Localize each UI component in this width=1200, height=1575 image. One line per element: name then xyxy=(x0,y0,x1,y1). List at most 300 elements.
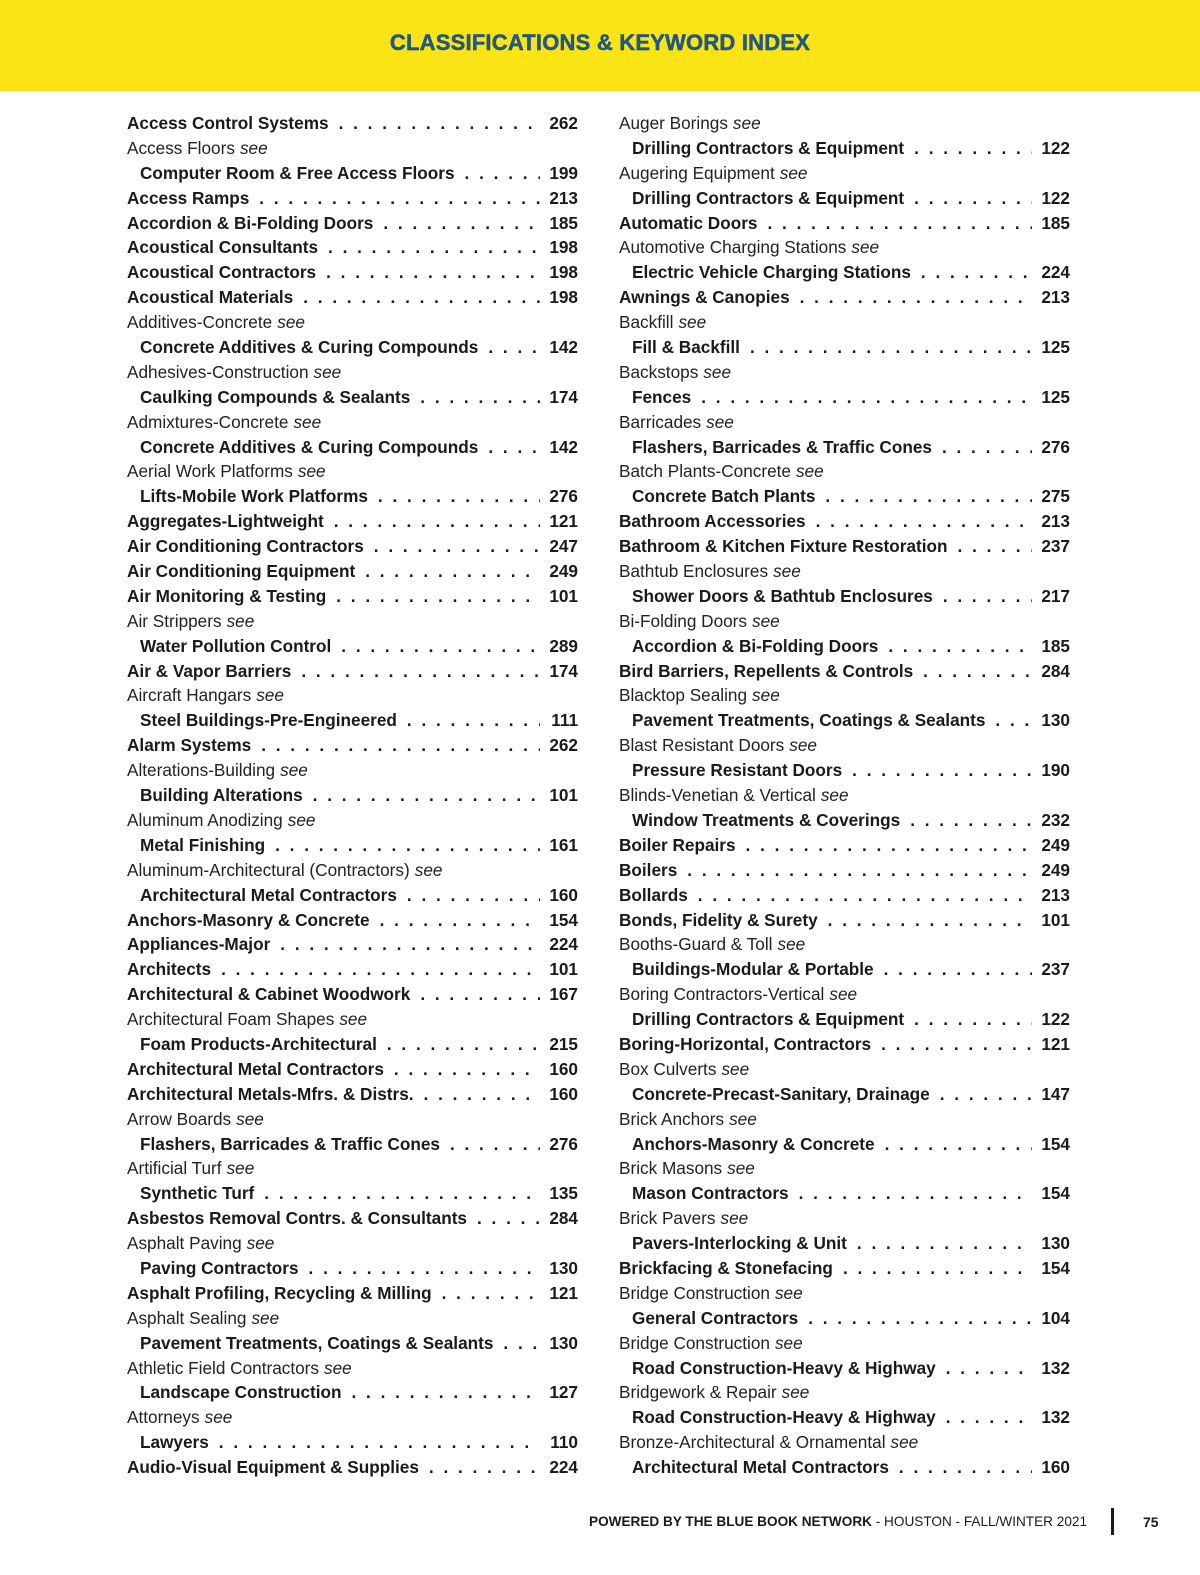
entry-page-number: 160 xyxy=(549,884,578,905)
footer-divider xyxy=(1111,1508,1114,1535)
index-column-left xyxy=(127,111,578,1480)
dot-leader xyxy=(264,1181,540,1206)
index-entry xyxy=(127,435,578,460)
entry-page-number: 132 xyxy=(1041,1407,1070,1428)
see-label: see xyxy=(297,461,326,482)
dot-leader xyxy=(816,509,1032,534)
dot-leader xyxy=(808,1306,1032,1331)
see-label: see xyxy=(706,411,734,432)
index-see-reference xyxy=(619,410,1070,435)
index-see-reference xyxy=(127,360,578,385)
entry-term: Architectural Metal Contractors xyxy=(140,884,397,905)
dot-leader xyxy=(261,733,540,758)
dot-leader xyxy=(313,783,540,808)
entry-page-number: 121 xyxy=(549,1282,578,1303)
index-entry xyxy=(619,260,1070,285)
entry-term: Drilling Contractors & Equipment xyxy=(632,1009,905,1030)
entry-term: Fill & Backfill xyxy=(632,337,740,358)
entry-term: Aluminum-Architectural (Contractors) xyxy=(127,859,410,880)
entry-term: Bollards xyxy=(619,884,688,905)
index-entry xyxy=(127,1057,578,1082)
entry-term: Fences xyxy=(632,386,692,407)
entry-term: Acoustical Consultants xyxy=(127,237,319,258)
index-entry xyxy=(619,136,1070,161)
entry-page-number: 127 xyxy=(549,1382,578,1403)
entry-page-number: 160 xyxy=(549,1058,578,1079)
entry-term: Access Ramps xyxy=(127,187,250,208)
entry-term: Anchors-Masonry & Concrete xyxy=(127,909,370,930)
page-title: CLASSIFICATIONS & KEYWORD INDEX xyxy=(389,30,811,55)
index-see-reference xyxy=(619,559,1070,584)
index-entry xyxy=(127,260,578,285)
entry-page-number: 161 xyxy=(549,834,578,855)
entry-term: Drilling Contractors & Equipment xyxy=(632,187,905,208)
entry-term: Attorneys xyxy=(127,1407,200,1428)
index-see-reference xyxy=(127,1231,578,1256)
entry-term: Concrete Batch Plants xyxy=(632,486,816,507)
entry-term: Water Pollution Control xyxy=(140,635,332,656)
dot-leader xyxy=(857,1231,1032,1256)
entry-page-number: 289 xyxy=(549,635,578,656)
index-see-reference xyxy=(127,808,578,833)
index-entry xyxy=(127,634,578,659)
entry-term: Accordion & Bi-Folding Doors xyxy=(632,635,879,656)
entry-page-number: 199 xyxy=(549,162,578,183)
entry-term: Asbestos Removal Contrs. & Consultants xyxy=(127,1208,467,1229)
entry-term: Flashers, Barricades & Traffic Cones xyxy=(140,1133,440,1154)
dot-leader xyxy=(280,932,540,957)
entry-page-number: 213 xyxy=(1041,511,1070,532)
entry-term: Accordion & Bi-Folding Doors xyxy=(127,212,374,233)
dot-leader xyxy=(450,1132,540,1157)
dot-leader xyxy=(301,659,540,684)
entry-term: Bronze-Architectural & Ornamental xyxy=(619,1432,886,1453)
dot-leader xyxy=(881,1032,1032,1057)
index-entry xyxy=(127,235,578,260)
page-number: 75 xyxy=(1143,1514,1159,1530)
index-entry xyxy=(127,957,578,982)
entry-term: Boring-Horizontal, Contractors xyxy=(619,1033,872,1054)
entry-term: Additives-Concrete xyxy=(127,312,273,333)
index-entry xyxy=(127,285,578,310)
see-label: see xyxy=(774,1332,803,1353)
see-label: see xyxy=(339,1009,368,1030)
entry-term: Blacktop Sealing xyxy=(619,685,748,706)
entry-page-number: 284 xyxy=(1041,660,1070,681)
entry-page-number: 174 xyxy=(549,386,578,407)
index-entry xyxy=(619,1082,1070,1107)
dot-leader xyxy=(800,285,1032,310)
entry-term: Road Construction-Heavy & Highway xyxy=(632,1407,936,1428)
index-see-reference xyxy=(619,1331,1070,1356)
dot-leader xyxy=(888,634,1032,659)
index-entry xyxy=(127,111,578,136)
entry-term: Foam Products-Architectural xyxy=(140,1033,377,1054)
index-entry xyxy=(127,1455,578,1480)
entry-page-number: 130 xyxy=(549,1332,578,1353)
dot-leader xyxy=(326,260,540,285)
index-entry xyxy=(127,335,578,360)
entry-term: Aggregates-Lightweight xyxy=(127,511,324,532)
entry-page-number: 122 xyxy=(1041,187,1070,208)
dot-leader xyxy=(407,883,540,908)
index-see-reference xyxy=(619,783,1070,808)
entry-page-number: 276 xyxy=(549,486,578,507)
dot-leader xyxy=(799,1181,1032,1206)
entry-page-number: 154 xyxy=(1041,1183,1070,1204)
entry-page-number: 276 xyxy=(549,1133,578,1154)
index-entry xyxy=(127,1380,578,1405)
index-entry xyxy=(127,982,578,1007)
entry-page-number: 154 xyxy=(1041,1133,1070,1154)
entry-term: Automotive Charging Stations xyxy=(619,237,847,258)
dot-leader xyxy=(420,982,540,1007)
see-label: see xyxy=(204,1407,233,1428)
index-entry xyxy=(619,584,1070,609)
index-entry xyxy=(127,1082,578,1107)
index-entry xyxy=(619,808,1070,833)
entry-term: Boring Contractors-Vertical xyxy=(619,984,825,1005)
dot-leader xyxy=(767,211,1032,236)
see-label: see xyxy=(293,411,322,432)
entry-page-number: 276 xyxy=(1041,436,1070,457)
dot-leader xyxy=(309,1256,540,1281)
dot-leader xyxy=(825,484,1032,509)
entry-page-number: 135 xyxy=(549,1183,578,1204)
entry-term: Brick Pavers xyxy=(619,1208,716,1229)
index-see-reference xyxy=(127,310,578,335)
entry-page-number: 185 xyxy=(1041,635,1070,656)
dot-leader xyxy=(914,136,1032,161)
entry-page-number: 154 xyxy=(549,909,578,930)
index-entry xyxy=(619,659,1070,684)
index-see-reference xyxy=(127,758,578,783)
see-label: see xyxy=(226,1158,255,1179)
index-entry xyxy=(619,1132,1070,1157)
entry-page-number: 142 xyxy=(549,436,578,457)
entry-term: Batch Plants-Concrete xyxy=(619,461,791,482)
entry-page-number: 213 xyxy=(1041,884,1070,905)
entry-term: Box Culverts xyxy=(619,1058,717,1079)
entry-page-number: 284 xyxy=(549,1208,578,1229)
entry-term: Blinds-Venetian & Vertical xyxy=(619,785,816,806)
entry-page-number: 262 xyxy=(549,113,578,133)
index-entry xyxy=(127,534,578,559)
entry-term: Window Treatments & Coverings xyxy=(632,809,901,830)
index-see-reference xyxy=(619,1057,1070,1082)
index-entry xyxy=(127,659,578,684)
index-see-reference xyxy=(619,235,1070,260)
entry-page-number: 122 xyxy=(1041,1009,1070,1030)
see-label: see xyxy=(313,361,342,382)
entry-term: Awnings & Canopies xyxy=(619,287,790,308)
index-see-reference xyxy=(619,360,1070,385)
see-label: see xyxy=(777,934,806,955)
dot-leader xyxy=(365,559,540,584)
header-banner xyxy=(0,0,1200,91)
dot-leader xyxy=(420,385,540,410)
entry-term: Air Conditioning Contractors xyxy=(127,536,364,557)
dot-leader xyxy=(852,758,1032,783)
entry-term: Architectural & Cabinet Woodwork xyxy=(127,984,411,1005)
entry-term: Anchors-Masonry & Concrete xyxy=(632,1133,875,1154)
dot-leader xyxy=(378,484,540,509)
entry-page-number: 185 xyxy=(549,212,578,233)
dot-leader xyxy=(380,908,540,933)
index-see-reference xyxy=(127,1107,578,1132)
see-label: see xyxy=(820,785,849,806)
entry-page-number: 101 xyxy=(549,959,578,980)
index-see-reference xyxy=(619,683,1070,708)
index-entry xyxy=(127,559,578,584)
index-entry xyxy=(619,484,1070,509)
index-entry xyxy=(127,883,578,908)
see-label: see xyxy=(727,1158,755,1179)
dot-leader xyxy=(424,1082,540,1107)
entry-page-number: 125 xyxy=(1041,337,1070,358)
entry-term: Appliances-Major xyxy=(127,934,271,955)
index-entry xyxy=(619,1356,1070,1381)
index-entry xyxy=(127,932,578,957)
entry-term: Alterations-Building xyxy=(127,760,276,781)
entry-term: Brickfacing & Stonefacing xyxy=(619,1257,833,1278)
entry-term: Flashers, Barricades & Traffic Cones xyxy=(632,436,932,457)
entry-page-number: 262 xyxy=(549,735,578,756)
index-entry xyxy=(127,385,578,410)
see-label: see xyxy=(729,1108,757,1129)
entry-term: Bathroom Accessories xyxy=(619,511,806,532)
entry-term: Blast Resistant Doors xyxy=(619,735,785,756)
entry-term: Road Construction-Heavy & Highway xyxy=(632,1357,936,1378)
see-label: see xyxy=(324,1357,352,1378)
entry-term: Aluminum Anodizing xyxy=(127,809,283,830)
entry-page-number: 101 xyxy=(549,785,578,806)
dot-leader xyxy=(828,908,1032,933)
dot-leader xyxy=(910,808,1032,833)
entry-term: Concrete Additives & Curing Compounds xyxy=(140,436,479,457)
dot-leader xyxy=(465,161,540,186)
index-see-reference xyxy=(127,410,578,435)
dot-leader xyxy=(687,858,1032,883)
dot-leader xyxy=(374,534,540,559)
dot-leader xyxy=(746,833,1032,858)
dot-leader xyxy=(701,385,1032,410)
index-entry xyxy=(127,783,578,808)
entry-page-number: 185 xyxy=(1041,212,1070,233)
index-entry xyxy=(619,385,1070,410)
index-entry xyxy=(619,335,1070,360)
see-label: see xyxy=(774,1282,803,1303)
index-see-reference xyxy=(619,111,1070,136)
dot-leader xyxy=(429,1455,540,1480)
see-label: see xyxy=(773,561,801,582)
entry-term: Concrete Additives & Curing Compounds xyxy=(140,337,479,358)
dot-leader xyxy=(750,335,1032,360)
dot-leader xyxy=(488,335,540,360)
see-label: see xyxy=(789,735,817,756)
entry-page-number: 174 xyxy=(549,660,578,681)
entry-term: Steel Buildings-Pre-Engineered xyxy=(140,710,397,731)
entry-term: Architectural Metal Contractors xyxy=(127,1058,384,1079)
dot-leader xyxy=(946,1405,1032,1430)
entry-term: Bi-Folding Doors xyxy=(619,610,747,631)
entry-page-number: 198 xyxy=(549,237,578,258)
entry-term: Computer Room & Free Access Floors xyxy=(140,162,455,183)
entry-term: Air Strippers xyxy=(127,610,222,631)
entry-page-number: 121 xyxy=(549,511,578,532)
dot-leader xyxy=(259,186,540,211)
dot-leader xyxy=(488,435,540,460)
entry-page-number: 130 xyxy=(1041,710,1070,731)
entry-page-number: 101 xyxy=(1041,909,1070,930)
see-label: see xyxy=(829,984,858,1005)
entry-term: Arrow Boards xyxy=(127,1108,232,1129)
entry-term: Asphalt Paving xyxy=(127,1233,242,1254)
dot-leader xyxy=(334,509,540,534)
index-entry xyxy=(127,833,578,858)
index-entry xyxy=(619,1231,1070,1256)
see-label: see xyxy=(287,809,316,830)
dot-leader xyxy=(387,1032,540,1057)
entry-term: Admixtures-Concrete xyxy=(127,411,289,432)
entry-page-number: 190 xyxy=(1041,760,1070,781)
index-entry xyxy=(619,833,1070,858)
entry-page-number: 249 xyxy=(549,561,578,582)
entry-term: Auger Borings xyxy=(619,113,728,133)
see-label: see xyxy=(236,1108,264,1129)
entry-term: Bathtub Enclosures xyxy=(619,561,769,582)
index-entry xyxy=(127,509,578,534)
entry-term: Access Floors xyxy=(127,137,235,158)
entry-page-number: 213 xyxy=(549,187,578,208)
see-label: see xyxy=(678,312,707,333)
entry-page-number: 142 xyxy=(549,337,578,358)
entry-term: Paving Contractors xyxy=(140,1257,299,1278)
entry-page-number: 198 xyxy=(549,287,578,308)
dot-leader xyxy=(885,1132,1032,1157)
dot-leader xyxy=(995,708,1032,733)
entry-term: Architects xyxy=(127,959,212,980)
index-entry xyxy=(127,1256,578,1281)
entry-term: Brick Masons xyxy=(619,1158,723,1179)
index-entry xyxy=(127,733,578,758)
index-entry xyxy=(619,211,1070,236)
dot-leader xyxy=(940,1082,1032,1107)
entry-page-number: 224 xyxy=(1041,262,1070,283)
dot-leader xyxy=(698,883,1032,908)
index-see-reference xyxy=(619,310,1070,335)
see-label: see xyxy=(414,859,443,880)
index-entry xyxy=(619,1455,1070,1480)
see-label: see xyxy=(256,685,284,706)
dot-leader xyxy=(943,584,1032,609)
index-see-reference xyxy=(619,1430,1070,1455)
entry-term: Shower Doors & Bathtub Enclosures xyxy=(632,585,933,606)
entry-term: Pavers-Interlocking & Unit xyxy=(632,1233,847,1254)
see-label: see xyxy=(703,361,732,382)
entry-page-number: 125 xyxy=(1041,386,1070,407)
dot-leader xyxy=(339,111,540,136)
entry-page-number: 121 xyxy=(1041,1033,1070,1054)
index-entry xyxy=(619,883,1070,908)
see-label: see xyxy=(732,113,761,133)
index-see-reference xyxy=(619,609,1070,634)
index-entry xyxy=(619,708,1070,733)
footer-edition: - HOUSTON - FALL/WINTER 2021 xyxy=(871,1514,1087,1529)
entry-term: Synthetic Turf xyxy=(140,1183,255,1204)
index-entry xyxy=(619,957,1070,982)
entry-page-number: 198 xyxy=(549,262,578,283)
entry-page-number: 130 xyxy=(1041,1233,1070,1254)
entry-term: Architectural Metal Contractors xyxy=(632,1457,889,1478)
index-see-reference xyxy=(127,609,578,634)
entry-term: Lawyers xyxy=(140,1432,209,1453)
entry-page-number: 160 xyxy=(1041,1457,1070,1478)
entry-term: Bathroom & Kitchen Fixture Restoration xyxy=(619,536,948,557)
index-entry xyxy=(619,534,1070,559)
see-label: see xyxy=(795,461,824,482)
entry-page-number: 167 xyxy=(549,984,578,1005)
dot-leader xyxy=(383,211,540,236)
index-entry xyxy=(127,584,578,609)
dot-leader xyxy=(503,1331,540,1356)
entry-term: Architectural Metals-Mfrs. & Distrs. xyxy=(127,1083,414,1104)
index-see-reference xyxy=(127,683,578,708)
dot-leader xyxy=(477,1206,540,1231)
entry-page-number: 122 xyxy=(1041,137,1070,158)
entry-page-number: 224 xyxy=(549,1457,578,1478)
index-see-reference xyxy=(619,982,1070,1007)
entry-term: Lifts-Mobile Work Platforms xyxy=(140,486,368,507)
entry-term: Brick Anchors xyxy=(619,1108,725,1129)
entry-term: Buildings-Modular & Portable xyxy=(632,959,874,980)
see-label: see xyxy=(280,760,308,781)
see-label: see xyxy=(752,610,780,631)
entry-term: General Contractors xyxy=(632,1307,799,1328)
dot-leader xyxy=(923,659,1032,684)
entry-term: Backfill xyxy=(619,312,674,333)
index-see-reference xyxy=(619,1156,1070,1181)
entry-term: Boiler Repairs xyxy=(619,834,736,855)
entry-term: Caulking Compounds & Sealants xyxy=(140,386,411,407)
entry-page-number: 111 xyxy=(551,710,578,731)
entry-term: Artificial Turf xyxy=(127,1158,222,1179)
entry-term: Landscape Construction xyxy=(140,1382,342,1403)
index-entry xyxy=(127,484,578,509)
index-entry xyxy=(619,858,1070,883)
entry-term: Backstops xyxy=(619,361,699,382)
dot-leader xyxy=(394,1057,540,1082)
see-label: see xyxy=(226,610,255,631)
index-see-reference xyxy=(127,1405,578,1430)
dot-leader xyxy=(914,186,1032,211)
index-entry xyxy=(619,1405,1070,1430)
index-see-reference xyxy=(127,1007,578,1032)
see-label: see xyxy=(851,237,880,258)
index-entry xyxy=(127,1331,578,1356)
index-entry xyxy=(619,1306,1070,1331)
dot-leader xyxy=(328,235,540,260)
dot-leader xyxy=(341,634,540,659)
index-entry xyxy=(127,1181,578,1206)
entry-term: Athletic Field Contractors xyxy=(127,1357,319,1378)
entry-page-number: 275 xyxy=(1041,486,1070,507)
dot-leader xyxy=(407,708,540,733)
see-label: see xyxy=(246,1233,275,1254)
entry-page-number: 247 xyxy=(549,536,578,557)
entry-page-number: 130 xyxy=(549,1257,578,1278)
dot-leader xyxy=(221,957,540,982)
